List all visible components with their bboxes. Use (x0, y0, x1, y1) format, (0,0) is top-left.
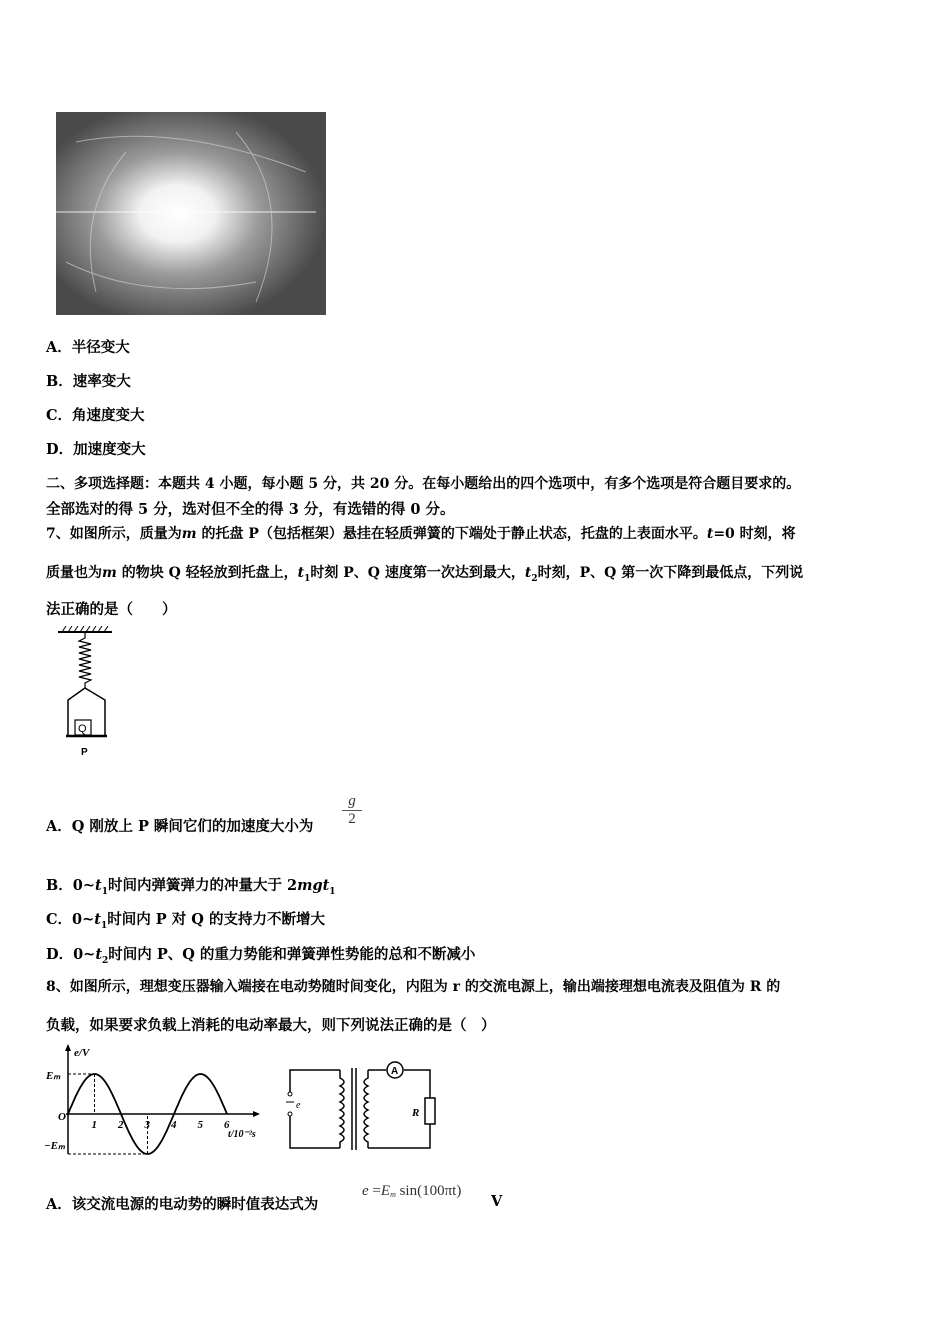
x-tick-label: 4 (171, 1119, 177, 1131)
particle-photo (56, 112, 326, 315)
emf-time-chart (44, 1042, 276, 1160)
q6-option-a-label: A． (46, 339, 72, 356)
section2-heading: 二、多项选择题：本题共 4 小题，每小题 5 分，共 20 分。在每小题给出的四个选项中，有多个选项是符合题目要求的。 (46, 476, 801, 492)
q7-option-b: B．$0\sim t_1$时间内弹簧弹力的冲量大于 2mgt$_1$ (46, 877, 336, 897)
g-over-2-fraction: $\frac{g}{2}$ (342, 793, 362, 828)
block-q-label: Q (78, 723, 87, 735)
q6-option-d-label: D． (46, 441, 74, 458)
emf-formula: $e =E_m$ sin(100πt) (362, 1183, 462, 1199)
ammeter-label: A (391, 1066, 399, 1077)
x-tick-label: 2 (118, 1119, 124, 1131)
q6-option-d-text: 加速度变大 (73, 441, 146, 458)
q6-option-c-label: C． (46, 407, 73, 424)
q6-option-a-text: 半径变大 (71, 339, 130, 356)
q6-option-c-text: 角速度变大 (72, 407, 145, 424)
y-axis-label: e/V (74, 1047, 90, 1059)
spring-tray-figure (56, 626, 120, 761)
q7-option-c: C．$0\sim t_1$时间内 P 对 Q 的支持力不断增大 (46, 911, 325, 931)
q8-option-a: A．该交流电源的电动势的瞬时值表达式为 (46, 1196, 319, 1213)
section2-scoring: 全部选对的得 5 分，选对但不全的得 3 分，有选错的得 0 分。 (46, 501, 455, 518)
origin-label: O (58, 1111, 66, 1123)
q6-option-b-text: 速率变大 (72, 373, 131, 390)
q8-stem-line2: 负载，如果要求负载上消耗的电动率最大，则下列说法正确的是（ ） (46, 1017, 496, 1034)
x-tick-label: 3 (144, 1119, 150, 1131)
q8-stem-line1: 8、如图所示，理想变压器输入端接在电动势随时间变化，内阻为 r 的交流电源上，输出端接理想电流表及阻值为 R 的 (46, 979, 781, 995)
resistor-label: R (412, 1107, 420, 1119)
q7-stem-line1: 7、如图所示，质量为m 的托盘 P（包括框架）悬挂在轻质弹簧的下端处于静止状态，托盘的上表面水平。t=0 时刻，将 (46, 526, 796, 542)
q6-option-b-label: B． (46, 373, 73, 390)
unit-volt: V (491, 1193, 503, 1210)
source-e-label: e (296, 1100, 301, 1111)
neg-em-label: −Eₘ (44, 1140, 65, 1152)
q7-stem-line2: 质量也为m 的物块 Q 轻轻放到托盘上，$t_1$时刻 P、Q 速度第一次达到最大，$t_2$时刻，P、Q 第一次下降到最低点，下列说 (46, 565, 804, 584)
em-label: Eₘ (46, 1070, 61, 1082)
tray-p-label: P (81, 747, 88, 758)
x-axis-label: t/10⁻²s (228, 1129, 256, 1140)
q7-option-d: D．$0\sim t_2$时间内 P、Q 的重力势能和弹簧弹性势能的总和不断减小 (46, 946, 476, 966)
transformer-circuit (282, 1058, 442, 1158)
q7-stem-line3: 法正确的是（ ） (46, 601, 177, 618)
q7-option-a: A．Q 刚放上 P 瞬间它们的加速度大小为 (46, 818, 314, 835)
x-tick-label: 1 (91, 1119, 97, 1131)
x-tick-label: 6 (224, 1119, 230, 1131)
x-tick-label: 5 (197, 1119, 203, 1131)
